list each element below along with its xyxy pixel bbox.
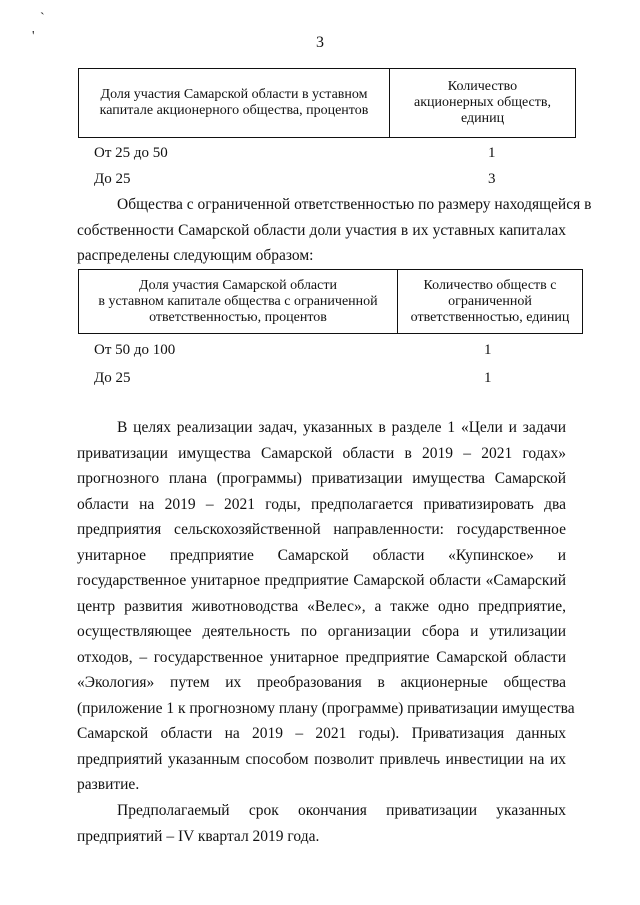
- table1-header-share-line: Доля участия Самарской области в уставном: [100, 87, 368, 102]
- text-line: унитарное предприятие Самарской области «Купинское» и: [77, 546, 566, 564]
- text-line: Самарской области на 2019 – 2021 годы). Приватизация данных: [77, 725, 566, 742]
- table1-header-count: [390, 69, 576, 138]
- text-line: развитие.: [77, 776, 140, 793]
- text-line: Предполагаемый срок окончания приватизации указанных: [117, 802, 566, 819]
- table1-row-label: От 25 до 50: [94, 145, 168, 161]
- text-line: прогнозного плана (программы) приватизации имущества Самарской: [77, 470, 566, 487]
- scan-mark-1: `: [40, 11, 45, 26]
- table2-header-count-line: ответственностью, единиц: [410, 309, 570, 325]
- table2-header-count: [398, 270, 583, 334]
- table1-row-label: До 25: [94, 171, 131, 187]
- text-line: области на 2019 – 2021 годы, предполагается приватизировать два: [77, 495, 566, 513]
- joint-stock-table: [78, 68, 576, 138]
- table2-row-value: 1: [484, 370, 492, 386]
- table1-header-count-line: единиц: [460, 111, 505, 126]
- text-line: государственное унитарное предприятие Самарской области «Самарский: [77, 572, 566, 589]
- text-line: (приложение 1 к прогнозному плану (программе) приватизации имущества: [77, 699, 575, 717]
- text-line: предприятия сельскохозяйственной направленности: государственное: [77, 521, 566, 538]
- llc-table: [78, 269, 583, 334]
- intro-paragraph: [77, 192, 592, 269]
- table1-header-share-line: капитале акционерного общества, процентов: [99, 103, 369, 118]
- text-line: Общества с ограниченной ответственностью по размеру находящейся в: [117, 196, 592, 213]
- table2-header-share-line: ответственностью, процентов: [149, 309, 327, 325]
- table2-row-label: До 25: [94, 370, 131, 386]
- table2-header-share-line: в уставном капитале общества с ограниченной: [98, 293, 378, 309]
- text-line: предприятий указанным способом позволит привлечь инвестиции на их: [77, 750, 566, 768]
- table1-header-share: [79, 69, 390, 138]
- text-line: «Экология» путем их преобразования в акционерные общества: [77, 674, 566, 691]
- text-line: центр развития животноводства «Велес», а также одно предприятие,: [77, 597, 566, 615]
- text-line: отходов, – государственное унитарное предприятие Самарской области: [77, 648, 566, 666]
- table1-row-value: 3: [488, 171, 496, 187]
- scan-mark-2: ': [32, 29, 35, 44]
- final-paragraph: [77, 798, 566, 849]
- table1-row-value: 1: [488, 145, 496, 161]
- table2-header-share: [79, 270, 398, 334]
- page-number: 3: [316, 34, 324, 51]
- table1-header-count-line: Количество: [447, 79, 518, 94]
- text-line: предприятий – IV квартал 2019 года.: [77, 827, 320, 845]
- text-line: собственности Самарской области доли участия в их уставных капиталах: [77, 221, 566, 239]
- main-paragraph: [77, 415, 575, 798]
- text-line: распределены следующим образом:: [77, 247, 314, 264]
- table2-header-count-line: ограниченной: [448, 293, 532, 309]
- text-line: осуществляющее деятельность по организации сбора и утилизации: [77, 623, 566, 640]
- text-line: приватизации имущества Самарской области в 2019 – 2021 годах»: [77, 444, 566, 462]
- table1-header-count-line: акционерных обществ,: [413, 95, 551, 110]
- table2-row-label: От 50 до 100: [94, 342, 176, 358]
- table2-header-count-line: Количество обществ с: [423, 277, 557, 293]
- table2-header-share-line: Доля участия Самарской области: [139, 277, 337, 293]
- table2-row-value: 1: [484, 342, 492, 358]
- text-line: В целях реализации задач, указанных в разделе 1 «Цели и задачи: [117, 419, 566, 436]
